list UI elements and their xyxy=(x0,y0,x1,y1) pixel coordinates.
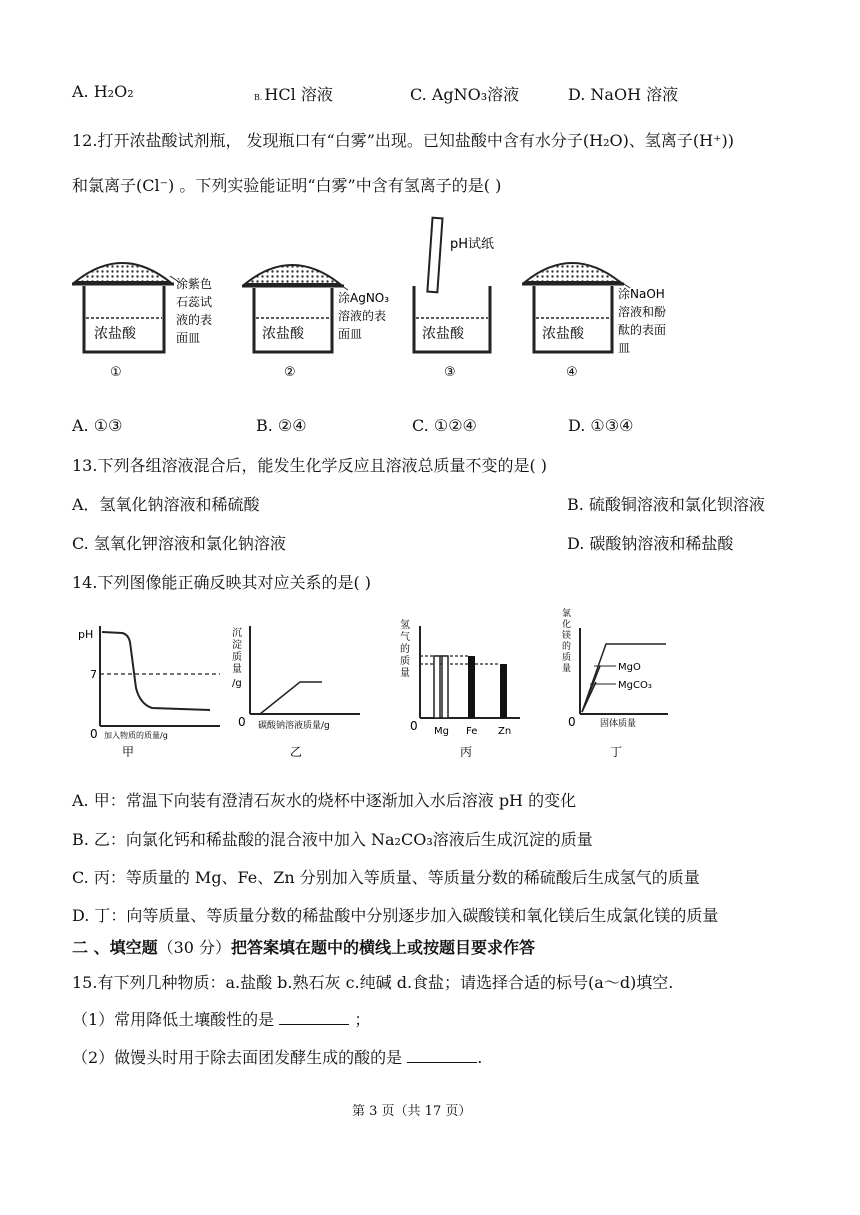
q11-option-b xyxy=(254,82,333,105)
beaker-4-label-1: 涂NaOH xyxy=(618,287,665,301)
q15-sub1-end: ； xyxy=(354,1010,371,1029)
q15-sub1-answer-blank[interactable] xyxy=(279,1010,349,1025)
bing-bar-mg-2 xyxy=(442,656,448,718)
q11-option-b-text: HCl 溶液 xyxy=(264,85,333,104)
q15-sub1 xyxy=(72,1007,370,1030)
q15-sub1-text: （1）常用降低土壤酸性的是 xyxy=(72,1010,275,1029)
ding-ylabel-5: 质 xyxy=(562,653,572,663)
bing-cat-zn: Zn xyxy=(498,726,512,737)
section2-title: 二 、填空题 xyxy=(72,938,158,957)
ding-ylabel-2: 化 xyxy=(562,620,572,630)
q15-sub2-end: . xyxy=(477,1048,483,1067)
q14-option-c: C. 丙：等质量的 Mg、Fe、Zn 分别加入等质量、等质量分数的稀硫酸后生成氢气的质量 xyxy=(72,868,700,887)
beaker-1 xyxy=(72,263,212,380)
beaker-2-label-1: 涂AgNO₃ xyxy=(338,291,390,305)
page-footer: 第 3 页（共 17 页） xyxy=(352,1104,472,1119)
q12-option-d: D. ①③④ xyxy=(568,416,634,435)
ding-origin: 0 xyxy=(568,715,576,729)
beaker-2-liquid: 浓盐酸 xyxy=(262,326,304,342)
bing-ylabel-2: 气 xyxy=(400,632,410,643)
q12-stem-line1: 12.打开浓盐酸试剂瓶， 发现瓶口有“白雾”出现。已知盐酸中含有水分子(H₂O)、氢离子(H⁺)) xyxy=(72,131,734,150)
watch-glass-4 xyxy=(525,263,620,282)
graph-bing xyxy=(400,618,520,759)
bing-bar-mg-1 xyxy=(434,656,440,718)
bing-caption: 丙 xyxy=(460,745,473,759)
q14-option-b: B. 乙：向氯化钙和稀盐酸的混合液中加入 Na₂CO₃溶液后生成沉淀的质量 xyxy=(72,830,593,849)
graph-yi xyxy=(232,626,360,759)
beaker-4 xyxy=(522,263,666,380)
ding-ylabel-4: 的 xyxy=(562,642,572,652)
ding-line-lower-2 xyxy=(582,682,596,712)
yi-xlabel: 碳酸钠溶液质量/g xyxy=(258,721,330,731)
q14-option-a: A. 甲：常温下向装有澄清石灰水的烧杯中逐渐加入水后溶液 pH 的变化 xyxy=(72,791,577,810)
beaker-4-label-3: 酞的表面 xyxy=(618,323,667,337)
ding-caption: 丁 xyxy=(610,745,623,759)
bing-cat-fe: Fe xyxy=(466,726,478,737)
watch-glass-1 xyxy=(75,263,170,282)
yi-caption: 乙 xyxy=(290,745,303,759)
beaker-1-label-3: 液的表 xyxy=(176,313,213,327)
ph-paper-label: pH试纸 xyxy=(450,237,495,252)
q11-option-c: C. AgNO₃溶液 xyxy=(410,85,520,104)
yi-ylabel-2: 淀 xyxy=(232,640,242,651)
bing-cat-mg: Mg xyxy=(434,726,449,737)
yi-curve xyxy=(260,682,322,714)
watch-glass-2 xyxy=(245,265,340,284)
yi-ylabel-4: 量 xyxy=(232,664,242,675)
q13-stem: 13.下列各组溶液混合后，能发生化学反应且溶液总质量不变的是( ) xyxy=(72,456,548,475)
bing-ylabel-4: 质 xyxy=(400,656,410,667)
q15-stem: 15.有下列几种物质：a.盐酸 b.熟石灰 c.纯碱 d.食盐；请选择合适的标号(a～d)填空. xyxy=(72,973,674,992)
ding-ylabel-6: 量 xyxy=(562,664,572,674)
beaker-4-label-4: 皿 xyxy=(618,341,631,355)
ding-ylabel-3: 镁 xyxy=(562,631,572,641)
bing-ylabel-5: 量 xyxy=(400,668,410,679)
beaker-3 xyxy=(414,218,494,380)
beaker-4-number: ④ xyxy=(566,365,578,380)
beaker-3-number: ③ xyxy=(444,365,456,380)
q14-option-d: D. 丁：向等质量、等质量分数的稀盐酸中分别逐步加入碳酸镁和氧化镁后生成氯化镁的质量 xyxy=(72,906,719,925)
bing-ylabel-3: 的 xyxy=(400,644,410,655)
yi-ylabel-3: 质 xyxy=(232,652,242,663)
ding-ylabel-1: 氯 xyxy=(562,609,572,619)
q12-beaker-figure xyxy=(70,214,700,384)
q12-option-c: C. ①②④ xyxy=(412,416,477,435)
section2-heading xyxy=(72,935,535,958)
beaker-3-liquid: 浓盐酸 xyxy=(422,326,464,342)
yi-ylabel-5: /g xyxy=(232,678,242,689)
jia-origin: 0 xyxy=(90,727,98,741)
section2-score: （30 分） xyxy=(157,938,232,957)
q15-sub2-answer-blank[interactable] xyxy=(407,1048,477,1063)
bing-bar-fe xyxy=(468,656,475,718)
q14-stem: 14.下列图像能正确反映其对应关系的是( ) xyxy=(72,573,372,592)
jia-caption: 甲 xyxy=(122,745,135,759)
beaker-1-liquid: 浓盐酸 xyxy=(94,326,136,342)
graph-ding xyxy=(562,607,668,759)
q11-option-d: D. NaOH 溶液 xyxy=(568,85,679,104)
jia-curve xyxy=(102,632,210,710)
beaker-2-label-2: 溶液的表 xyxy=(338,309,387,323)
beaker-4-label-2: 溶液和酚 xyxy=(618,305,667,319)
ding-series-mgo: MgO xyxy=(618,662,641,673)
jia-xlabel: 加入物质的质量/g xyxy=(104,731,168,740)
q15-sub2 xyxy=(72,1045,482,1068)
q11-option-b-prefix: B. xyxy=(254,93,263,102)
beaker-1-label-1: 涂紫色 xyxy=(176,277,213,291)
beaker-1-label-4: 面皿 xyxy=(176,331,201,345)
yi-origin: 0 xyxy=(238,715,246,729)
bing-origin: 0 xyxy=(410,719,418,733)
q13-option-b: B. 硫酸铜溶液和氯化钡溶液 xyxy=(567,495,765,514)
q14-graph-figure xyxy=(70,606,670,766)
ding-series-mgco3: MgCO₃ xyxy=(618,680,652,691)
beaker-1-number: ① xyxy=(110,365,122,380)
graph-jia xyxy=(78,626,220,759)
q11-option-a: A. H₂O₂ xyxy=(72,82,134,101)
jia-ylabel: pH xyxy=(78,628,94,641)
q12-option-a: A. ①③ xyxy=(72,416,123,435)
beaker-2-number: ② xyxy=(284,365,296,380)
ph-paper-strip xyxy=(427,218,442,293)
beaker-4-liquid: 浓盐酸 xyxy=(542,326,584,342)
yi-ylabel-1: 沉 xyxy=(232,628,242,639)
beaker-2-label-3: 面皿 xyxy=(338,327,363,341)
q13-option-d: D. 碳酸钠溶液和稀盐酸 xyxy=(567,534,734,553)
bing-bar-zn xyxy=(500,664,507,718)
q12-option-b: B. ②④ xyxy=(256,416,307,435)
jia-ref: 7 xyxy=(90,668,97,681)
q12-stem-line2: 和氯离子(Cl⁻) 。下列实验能证明“白雾”中含有氢离子的是( ) xyxy=(72,176,502,195)
q13-option-a: A．氢氧化钠溶液和稀硫酸 xyxy=(72,495,260,514)
ding-xlabel: 固体质量 xyxy=(600,719,637,729)
beaker-2 xyxy=(242,265,389,380)
section2-instruction: 把答案填在题中的横线上或按题目要求作答 xyxy=(231,938,536,957)
q15-sub2-text: （2）做馒头时用于除去面团发酵生成的酸的是 xyxy=(72,1048,403,1067)
q13-option-c: C. 氢氧化钾溶液和氯化钠溶液 xyxy=(72,534,286,553)
bing-ylabel-1: 氢 xyxy=(400,620,410,631)
beaker-1-label-2: 石蕊试 xyxy=(176,295,213,309)
